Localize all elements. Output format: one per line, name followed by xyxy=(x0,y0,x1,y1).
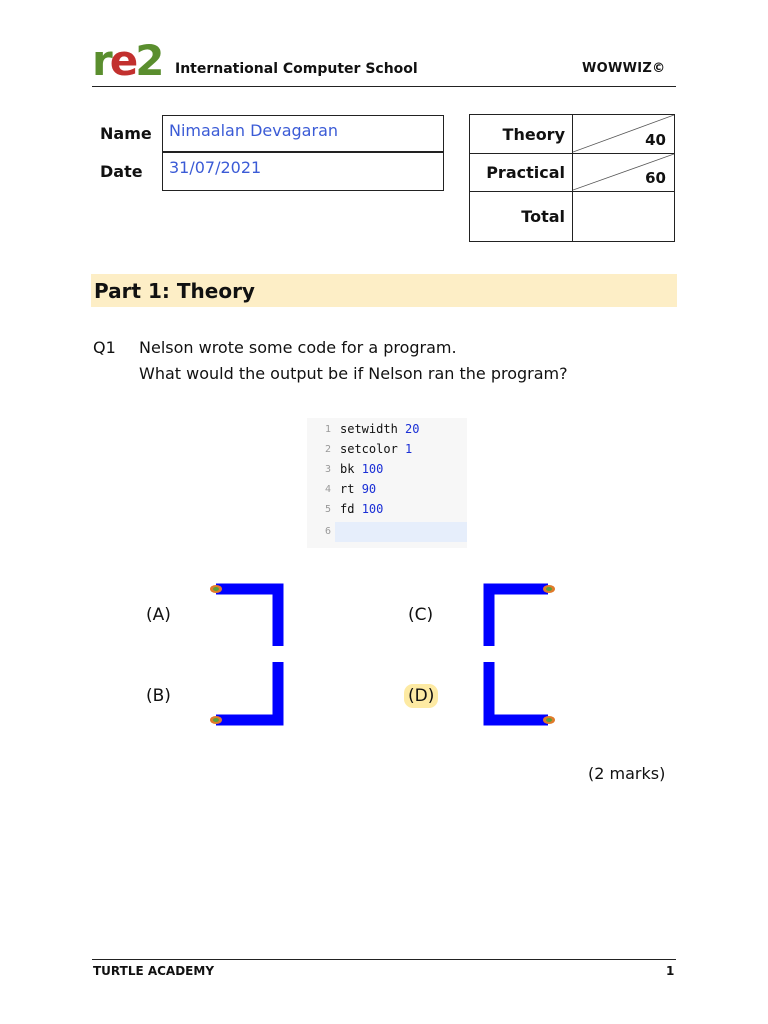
footer-title: TURTLE ACADEMY xyxy=(93,964,215,978)
line-number: 6 xyxy=(324,526,331,537)
line-number: 1 xyxy=(324,424,331,435)
option-d-selected[interactable]: (D) xyxy=(404,684,438,708)
turtle-icon xyxy=(210,585,222,593)
turtle-icon xyxy=(543,585,555,593)
school-name: International Computer School xyxy=(175,61,418,77)
drawing-option-b xyxy=(216,662,278,720)
line-number: 5 xyxy=(324,504,331,515)
total-label: Total xyxy=(521,207,565,226)
logo-letter-r: r xyxy=(92,36,110,85)
turtle-icon xyxy=(543,716,555,724)
footer-divider xyxy=(92,959,676,960)
theory-max: 40 xyxy=(645,131,666,149)
code-command: setcolor xyxy=(340,442,398,456)
question-number: Q1 xyxy=(93,338,116,357)
option-c[interactable]: (C) xyxy=(408,605,434,625)
question-text-line-1: Nelson wrote some code for a program. xyxy=(139,338,457,357)
code-command: fd xyxy=(340,502,355,516)
line-number: 2 xyxy=(324,444,331,455)
drawing-option-d xyxy=(489,662,548,720)
code-argument: 20 xyxy=(405,422,420,436)
code-argument: 1 xyxy=(405,442,413,456)
drawing-option-c xyxy=(489,589,548,646)
brand-name: WOWWIZ© xyxy=(582,61,666,76)
question-text-line-2: What would the output be if Nelson ran the program? xyxy=(139,364,568,383)
line-number: 3 xyxy=(324,464,331,475)
code-argument: 100 xyxy=(361,462,384,476)
code-argument: 90 xyxy=(361,482,377,496)
practical-label: Practical xyxy=(486,163,565,182)
logo-letter-e: e xyxy=(109,36,136,85)
code-argument: 100 xyxy=(361,502,384,516)
turtle-icon xyxy=(210,716,222,724)
drawing-option-a xyxy=(216,589,278,646)
code-command: setwidth xyxy=(340,422,398,436)
option-a[interactable]: (A) xyxy=(146,605,171,625)
code-command: rt xyxy=(340,482,355,496)
page-number: 1 xyxy=(666,964,675,978)
name-value: Nimaalan Devagaran xyxy=(169,121,339,140)
logo-letter-2: 2 xyxy=(135,36,162,85)
option-b[interactable]: (B) xyxy=(146,686,171,706)
line-number: 4 xyxy=(324,484,331,495)
date-value: 31/07/2021 xyxy=(169,158,262,177)
code-command: bk xyxy=(340,462,355,476)
name-label: Name xyxy=(100,124,152,143)
practical-max: 60 xyxy=(645,169,666,187)
section-title: Part 1: Theory xyxy=(94,279,255,303)
question-marks: (2 marks) xyxy=(588,764,666,783)
theory-label: Theory xyxy=(502,125,565,144)
date-label: Date xyxy=(100,162,143,181)
